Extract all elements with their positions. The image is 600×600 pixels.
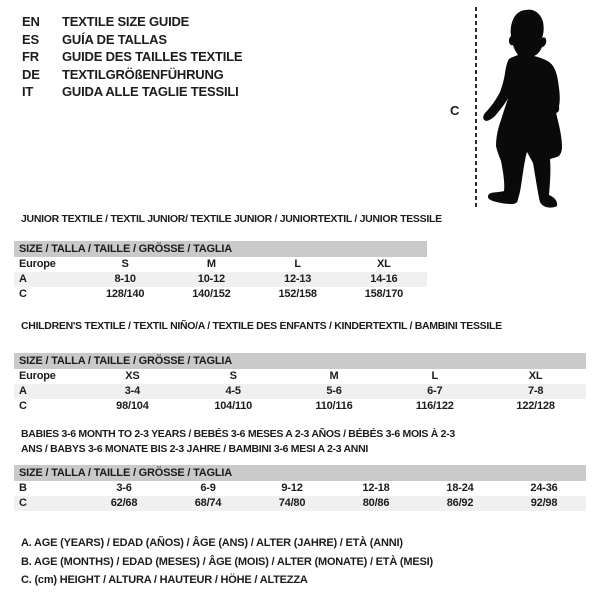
row-label: Europe <box>19 258 56 270</box>
table-row <box>14 369 586 384</box>
size-cell: XS <box>125 370 140 382</box>
language-title: GUIDA ALLE TAGLIE TESSILI <box>62 84 239 99</box>
size-cell: 152/158 <box>278 288 317 300</box>
size-cell: S <box>121 258 129 270</box>
children-table-body <box>14 353 586 414</box>
size-cell: 122/128 <box>516 400 555 412</box>
size-cell: 128/140 <box>105 288 145 300</box>
row-label: Europe <box>19 370 56 382</box>
row-label: C <box>19 497 27 509</box>
table-header-band <box>14 353 586 369</box>
junior-table-title: JUNIOR TEXTILE / TEXTIL JUNIOR/ TEXTILE JUNIOR / JUNIORTEXTIL / JUNIOR TESSILE <box>21 213 442 225</box>
size-cell: 104/110 <box>214 400 253 412</box>
language-title: GUÍA DE TALLAS <box>62 31 167 47</box>
language-row <box>22 48 242 66</box>
size-cell: 14-16 <box>370 273 398 285</box>
size-cell: 5-6 <box>326 385 342 397</box>
babies-table-body <box>14 465 586 511</box>
size-cell: 3-6 <box>116 482 132 494</box>
size-header-label: SIZE / TALLA / TAILLE / GRÖSSE / TAGLIA <box>14 465 586 481</box>
size-cell: 12-18 <box>362 482 390 494</box>
size-cell: 3-4 <box>124 385 141 397</box>
row-label: C <box>19 400 27 412</box>
language-code: DE <box>22 66 40 82</box>
children-size-table <box>14 353 586 414</box>
junior-table-body <box>14 241 427 302</box>
table-row <box>14 287 427 302</box>
size-cell: 116/122 <box>415 400 454 412</box>
row-label: B <box>19 482 27 494</box>
language-row <box>22 66 242 84</box>
size-cell: 18-24 <box>446 482 474 494</box>
junior-size-table <box>14 241 427 302</box>
size-cell: L <box>431 370 439 382</box>
size-cell: XL <box>377 258 391 270</box>
language-code: FR <box>22 49 39 64</box>
children-table-title: CHILDREN'S TEXTILE / TEXTIL NIÑO/A / TEXTILE DES ENFANTS / KINDERTEXTIL / BAMBINI TESSILE <box>21 320 502 332</box>
footnote-line: C. (cm) HEIGHT / ALTURA / HAUTEUR / HÖHE / ALTEZZA <box>21 574 308 586</box>
language-code: IT <box>22 84 34 99</box>
size-cell: 9-12 <box>281 482 303 494</box>
size-cell: 4-5 <box>225 385 241 397</box>
size-cell: 6-7 <box>427 385 443 397</box>
size-header-label: SIZE / TALLA / TAILLE / GRÖSSE / TAGLIA <box>14 353 586 369</box>
size-cell: 98/104 <box>116 400 149 412</box>
language-row <box>22 31 242 49</box>
size-cell: M <box>329 370 339 382</box>
size-cell: L <box>294 258 301 270</box>
footnote-line: A. AGE (YEARS) / EDAD (AÑOS) / ÂGE (ANS) / ALTER (JAHRE) / ETÀ (ANNI) <box>21 537 403 549</box>
language-code: ES <box>22 31 39 47</box>
language-list <box>22 13 242 101</box>
table-row <box>14 481 586 496</box>
size-cell: 6-9 <box>200 482 216 494</box>
size-figure <box>440 0 600 215</box>
table-header-band <box>14 465 586 481</box>
babies-size-table <box>14 465 586 511</box>
size-cell: 110/116 <box>315 400 353 412</box>
baby-silhouette-icon <box>480 0 600 215</box>
size-cell: 86/92 <box>446 497 474 509</box>
table-row <box>14 272 427 287</box>
table-row <box>14 399 586 414</box>
footnote-line: B. AGE (MONTHS) / EDAD (MESES) / ÂGE (MOIS) / ALTER (MONATE) / ETÀ (MESI) <box>21 555 433 568</box>
size-cell: M <box>206 258 216 270</box>
size-cell: 10-12 <box>197 273 225 285</box>
size-cell: 68/74 <box>194 497 222 509</box>
table-row <box>14 257 427 272</box>
size-cell: 8-10 <box>114 273 136 285</box>
language-row <box>22 13 242 31</box>
row-label: A <box>19 385 27 397</box>
language-title: TEXTILE SIZE GUIDE <box>62 14 190 29</box>
language-title: GUIDE DES TAILLES TEXTILE <box>62 49 243 64</box>
legend-footnotes <box>21 534 433 590</box>
size-cell: 12-13 <box>284 273 312 285</box>
row-label: A <box>19 273 27 285</box>
row-label: C <box>19 288 27 300</box>
table-row <box>14 496 586 511</box>
size-cell: 158/170 <box>364 288 404 300</box>
size-cell: 92/98 <box>530 497 558 509</box>
size-cell: 74/80 <box>278 497 306 509</box>
height-measure-label: C <box>450 103 460 118</box>
size-cell: 62/68 <box>110 497 138 509</box>
height-reference-dashed-line <box>475 7 477 210</box>
language-row <box>22 83 242 101</box>
size-cell: 24-36 <box>530 482 558 494</box>
babies-table-title: BABIES 3-6 MONTH TO 2-3 YEARS / BEBÉS 3-6 MESES A 2-3 AÑOS / BÉBÉS 3-6 MOIS À 2-3 ANS / BABYS 3-6 MONATE BIS 2-3 JAHRE / BAMBINI 3-6 MESI A 2-3 ANNI <box>21 428 455 455</box>
language-title: TEXTILGRÖßENFÜHRUNG <box>62 66 224 82</box>
size-cell: 140/152 <box>192 288 231 300</box>
table-header-band <box>14 241 427 257</box>
size-cell: 7-8 <box>527 385 544 397</box>
size-cell: 80/86 <box>362 497 390 509</box>
size-header-label: SIZE / TALLA / TAILLE / GRÖSSE / TAGLIA <box>14 241 427 257</box>
table-row <box>14 384 586 399</box>
size-cell: S <box>229 370 237 382</box>
language-code: EN <box>22 14 40 29</box>
size-cell: XL <box>528 370 543 382</box>
